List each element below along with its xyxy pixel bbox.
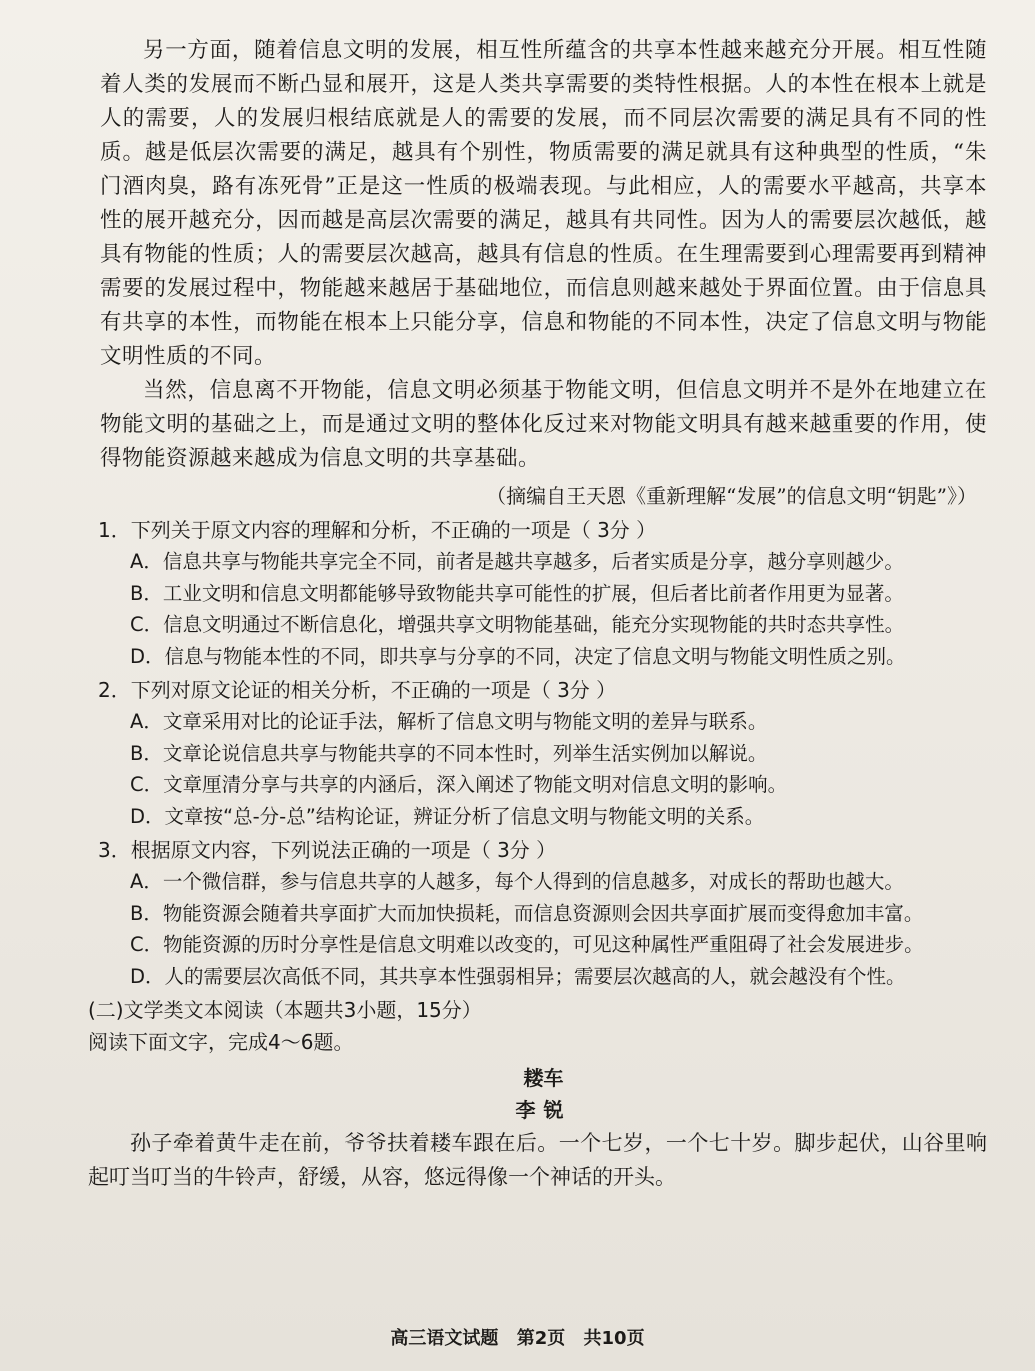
option-c: C．信息文明通过不断信息化，增强共享文明物能基础，能充分实现物能的共时态共享性。 bbox=[130, 613, 905, 636]
option-a: A．文章采用对比的论证手法，解析了信息文明与物能文明的差异与联系。 bbox=[130, 710, 768, 733]
page-footer bbox=[0, 1324, 1035, 1350]
question-stem: 1．下列关于原文内容的理解和分析，不正确的一项是（ 3分 ） bbox=[98, 518, 657, 542]
option-d: D．信息与物能本性的不同，即共享与分享的不同，决定了信息文明与物能文明性质之别。 bbox=[130, 644, 906, 668]
passage-paragraph-2: 当然，信息离不开物能，信息文明必须基于物能文明，但信息文明并不是外在地建立在物能文明的基础之上，而是通过文明的整体化反过来对物能文明具有越来越重要的作用，使得物能资源越来越成为信息文明的共享基础。 bbox=[100, 378, 987, 471]
passage-source: （摘编自王天恩《重新理解“发展”的信息文明“钥匙”》） bbox=[486, 484, 977, 508]
story-title: 耧车 bbox=[523, 1066, 564, 1090]
story bbox=[88, 1062, 987, 1194]
option-d: D．文章按“总-分-总”结构论证，辨证分析了信息文明与物能文明的关系。 bbox=[130, 804, 765, 828]
footer-total-pages: 共10页 bbox=[583, 1328, 645, 1349]
footer-title: 高三语文试题 bbox=[390, 1328, 499, 1349]
option-a: A．信息共享与物能共享完全不同，前者是越共享越多，后者实质是分享，越分享则越少。 bbox=[130, 550, 904, 573]
option-c: C．物能资源的历时分享性是信息文明难以改变的，可见这种属性严重阻碍了社会发展进步。 bbox=[130, 933, 924, 956]
question-stem: 2．下列对原文论证的相关分析，不正确的一项是（ 3分 ） bbox=[98, 678, 617, 702]
option-b: B．工业文明和信息文明都能够导致物能共享可能性的扩展，但后者比前者作用更为显著。 bbox=[130, 581, 904, 605]
question-1 bbox=[100, 514, 987, 672]
option-a: A．一个微信群，参与信息共享的人越多，每个人得到的信息越多，对成长的帮助也越大。 bbox=[130, 870, 904, 893]
option-d: D．人的需要层次高低不同，其共享本性强弱相异；需要层次越高的人，就会越没有个性。 bbox=[130, 964, 906, 988]
question-2 bbox=[100, 674, 987, 832]
section-heading: (二)文学类文本阅读（本题共3小题，15分） bbox=[88, 998, 482, 1022]
passage-paragraph-1: 另一方面，随着信息文明的发展，相互性所蕴含的共享本性越来越充分开展。相互性随着人类的发展而不断凸显和展开，这是人类共享需要的类特性根据。人的本性在根本上就是人的需要，人的发展归根结底就是人的需要的发展，而不同层次需要的满足具有不同的性质。越是低层次需要的满足，越具有个别性，物质需要的满足就具有这种典型的性质，“朱门酒肉臭，路有冻死骨”正是这一性质的极端表现。与此相应，人的需要水平越高，共享本性的展开越充分，因而越是高层次需要的满足，越具有共同性。因为人的需要层次越低，越具有物能的性质；人的需要层次越高，越具有信息的性质。在生理需要到心理需要再到精神需要的发展过程中，物能越来越居于基础地位，而信息则越来越处于界面位置。由于信息具有共享的本性，而物能在根本上只能分享，信息和物能的不同本性，决定了信息文明与物能文明性质的不同。 bbox=[100, 38, 987, 369]
story-paragraph-1: 孙子牵着黄牛走在前，爷爷扶着耧车跟在后。一个七岁，一个七十岁。脚步起伏，山谷里响起叮当叮当的牛铃声，舒缓，从容，悠远得像一个神话的开头。 bbox=[88, 1131, 987, 1189]
question-3 bbox=[100, 834, 987, 992]
option-b: B．文章论说信息共享与物能共享的不同本性时，列举生活实例加以解说。 bbox=[130, 741, 768, 765]
question-stem: 3．根据原文内容，下列说法正确的一项是（ 3分 ） bbox=[98, 838, 557, 862]
option-b: B．物能资源会随着共享面扩大而加快损耗，而信息资源则会因共享面扩展而变得愈加丰富。 bbox=[130, 901, 924, 925]
story-author: 李锐 bbox=[515, 1098, 572, 1122]
footer-page-number: 第2页 bbox=[516, 1328, 566, 1349]
option-c: C．文章厘清分享与共享的内涵后，深入阐述了物能文明对信息文明的影响。 bbox=[130, 773, 788, 796]
reading-passage bbox=[100, 34, 987, 512]
section-instruction: 阅读下面文字，完成4～6题。 bbox=[88, 1030, 354, 1054]
